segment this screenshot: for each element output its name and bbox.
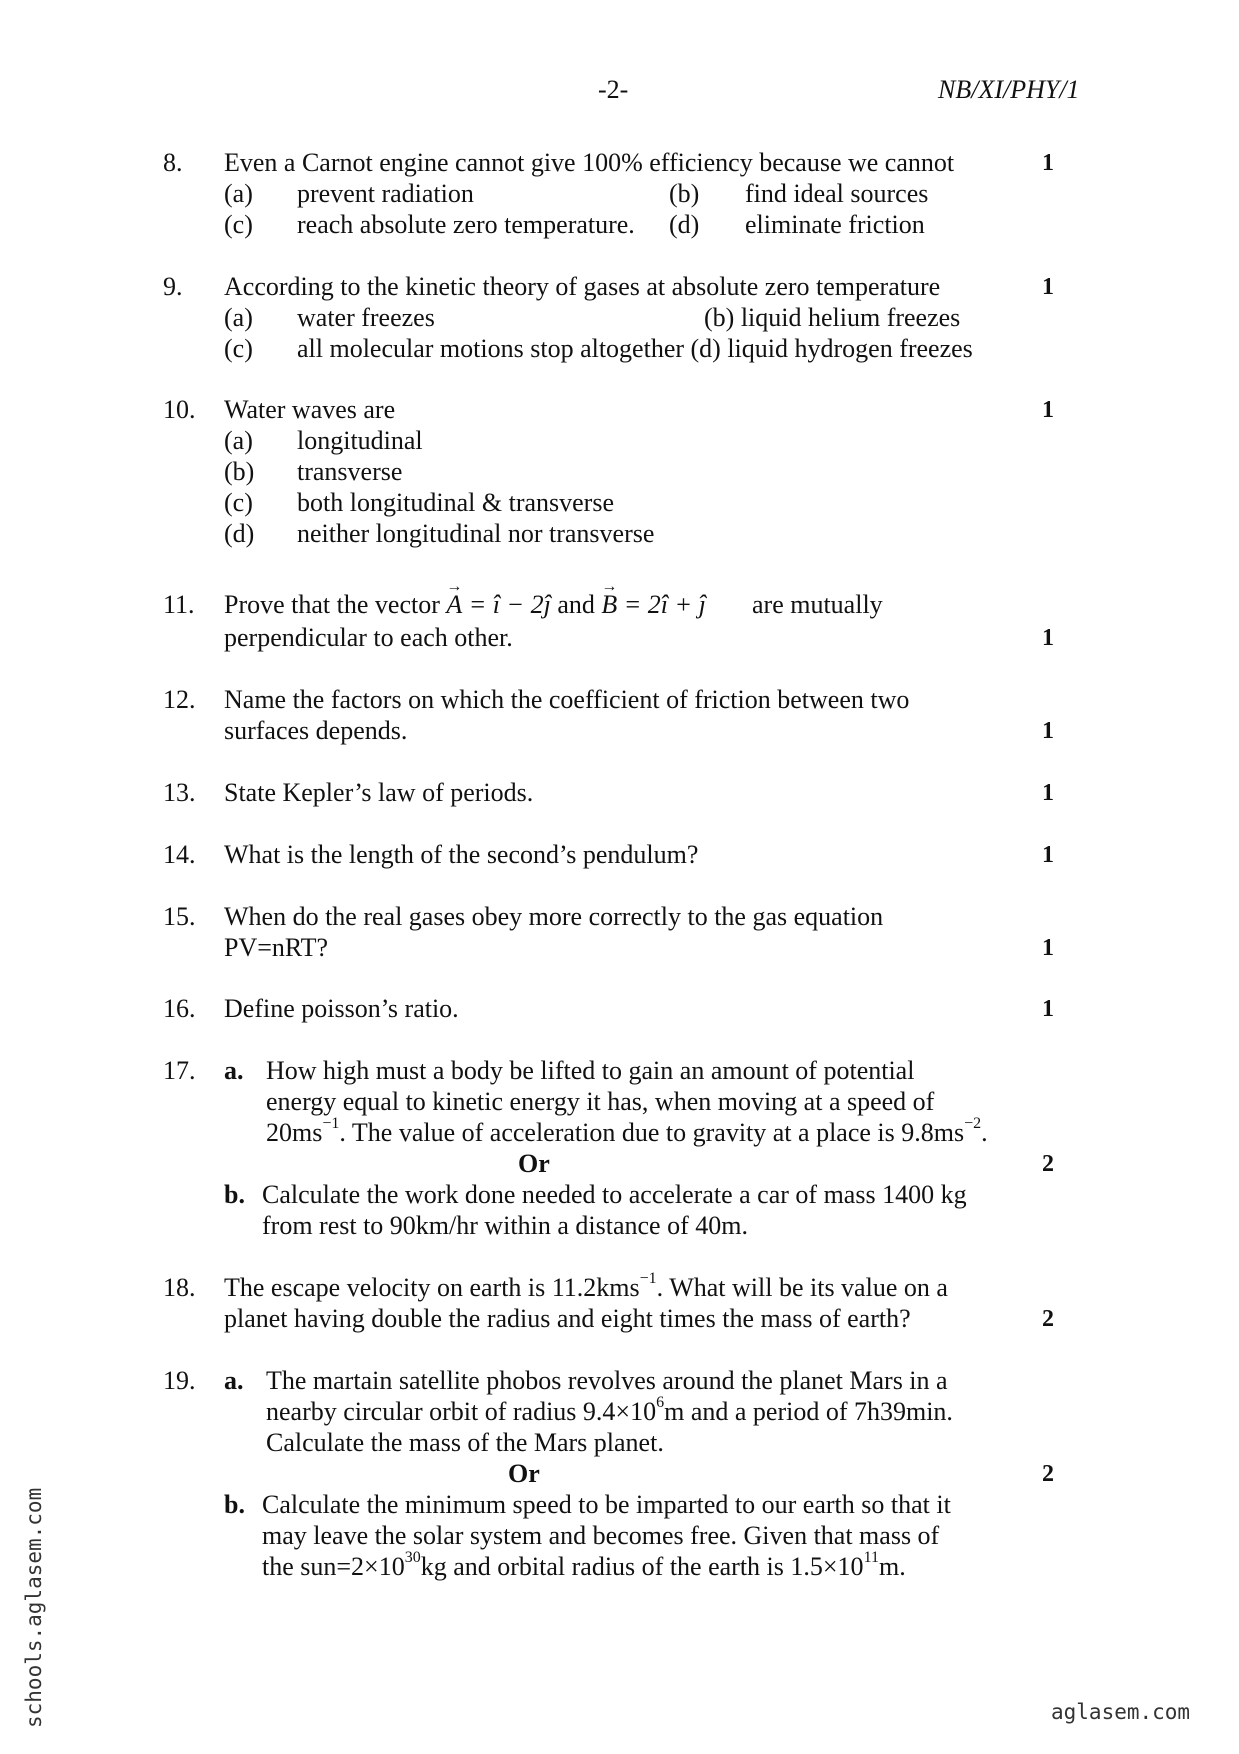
question-text [262,1551,906,1582]
side-watermark: schools.aglasem.com [22,1487,46,1728]
option-label: (b) [224,457,255,486]
or-separator: Or [508,1459,540,1488]
option-text: prevent radiation [297,179,474,208]
text-segment: . [981,1118,988,1147]
question-number: 10. [163,395,196,424]
option-text: neither longitudinal nor transverse [297,519,655,548]
text-segment: The escape velocity on earth is 11.2kms [224,1273,640,1302]
option-text: find ideal sources [745,179,929,208]
question-text: from rest to 90km/hr within a distance of 40m. [262,1211,748,1240]
marks: 1 [1042,718,1054,744]
question-text: perpendicular to each other. [224,623,513,652]
option-text: reach absolute zero temperature. [297,210,635,239]
marks: 1 [1042,842,1054,868]
option-label: (a) [224,303,253,332]
option-text: both longitudinal & transverse [297,488,615,517]
question-text [224,1272,948,1303]
question-text: Name the factors on which the coefficient of friction between two [224,685,910,714]
text-segment: . What will be its value on a [656,1273,948,1302]
question-text: are mutually [752,590,883,619]
superscript: 11 [863,1549,879,1567]
option-label: (a) [224,426,253,455]
question-text: Calculate the minimum speed to be imparted to our earth so that it [262,1490,951,1519]
marks: 1 [1042,397,1054,423]
question-text: Define poisson’s ratio. [224,994,459,1023]
superscript: −2 [964,1115,982,1133]
option-text: longitudinal [297,426,423,455]
question-text: planet having double the radius and eight times the mass of earth? [224,1304,911,1333]
question-number: 13. [163,778,196,807]
marks: 2 [1042,1461,1054,1487]
question-number: 16. [163,994,196,1023]
question-number: 18. [163,1273,196,1302]
marks: 1 [1042,996,1054,1022]
subpart-label: b. [224,1180,245,1209]
text-segment: 20ms [266,1118,323,1147]
question-number: 8. [163,148,183,177]
option-text: transverse [297,457,403,486]
question-text [266,1117,988,1148]
vector-a: → A [446,589,462,620]
marks: 1 [1042,274,1054,300]
question-number: 17. [163,1056,196,1085]
text-segment: kg and orbital radius of the earth is 1.5×10 [420,1552,864,1581]
question-text: surfaces depends. [224,716,408,745]
text-segment: m and a period of 7h39min. [664,1397,953,1426]
superscript: 6 [656,1394,665,1412]
question-text [266,1396,953,1427]
question-text: Calculate the mass of the Mars planet. [266,1428,664,1457]
question-text: The martain satellite phobos revolves around the planet Mars in a [266,1366,948,1395]
question-number: 9. [163,272,183,301]
superscript: −1 [322,1115,340,1133]
option-label: (d) [224,519,255,548]
marks: 2 [1042,1306,1054,1332]
page-number: -2- [598,75,629,104]
option-label: (c) [224,334,253,363]
option-text: water freezes [297,303,435,332]
question-number: 12. [163,685,196,714]
superscript: −1 [639,1270,657,1288]
text-segment: m. [878,1552,906,1581]
option-text: all molecular motions stop altogether (d) liquid hydrogen freezes [297,334,973,363]
superscript: 30 [404,1549,421,1567]
marks: 1 [1042,780,1054,806]
text-segment: and [550,590,602,619]
question-text: PV=nRT? [224,933,329,962]
marks: 1 [1042,935,1054,961]
option-text: eliminate friction [745,210,925,239]
equation-b: = 2î + ĵ [617,590,706,619]
vector-b: → B [601,589,617,620]
question-number: 19. [163,1366,196,1395]
question-text: Even a Carnot engine cannot give 100% efficiency because we cannot [224,148,955,177]
paper-code: NB/XI/PHY/1 [938,75,1080,104]
option-label: (b) [669,179,700,208]
question-number: 14. [163,840,196,869]
equation-a: = î − 2ĵ [462,590,551,619]
question-number: 15. [163,902,196,931]
question-text: How high must a body be lifted to gain an amount of potential [266,1056,915,1085]
question-text: Water waves are [224,395,396,424]
question-text: State Kepler’s law of periods. [224,778,534,807]
question-text [224,589,706,620]
marks: 2 [1042,1151,1054,1177]
question-number: 11. [163,590,195,619]
text-segment: . The value of acceleration due to gravity at a place is 9.8ms [339,1118,965,1147]
question-text: may leave the solar system and becomes free. Given that mass of [262,1521,940,1550]
subpart-label: a. [224,1056,244,1085]
question-text: energy equal to kinetic energy it has, when moving at a speed of [266,1087,935,1116]
marks: 1 [1042,625,1054,651]
marks: 1 [1042,150,1054,176]
text-segment: Prove that the vector [224,590,440,619]
text-segment: nearby circular orbit of radius 9.4×10 [266,1397,657,1426]
corner-watermark: aglasem.com [1051,1700,1191,1724]
question-text: When do the real gases obey more correctly to the gas equation [224,902,884,931]
question-text: Calculate the work done needed to accelerate a car of mass 1400 kg [262,1180,967,1209]
option-label: (a) [224,179,253,208]
subpart-label: b. [224,1490,245,1519]
subpart-label: a. [224,1366,244,1395]
option-label: (d) [669,210,700,239]
or-separator: Or [518,1149,550,1178]
question-text: What is the length of the second’s pendulum? [224,840,699,869]
option-label: (c) [224,488,253,517]
question-text: According to the kinetic theory of gases at absolute zero temperature [224,272,941,301]
text-segment: the sun=2×10 [262,1552,405,1581]
option-text: (b) liquid helium freezes [704,303,961,332]
option-label: (c) [224,210,253,239]
